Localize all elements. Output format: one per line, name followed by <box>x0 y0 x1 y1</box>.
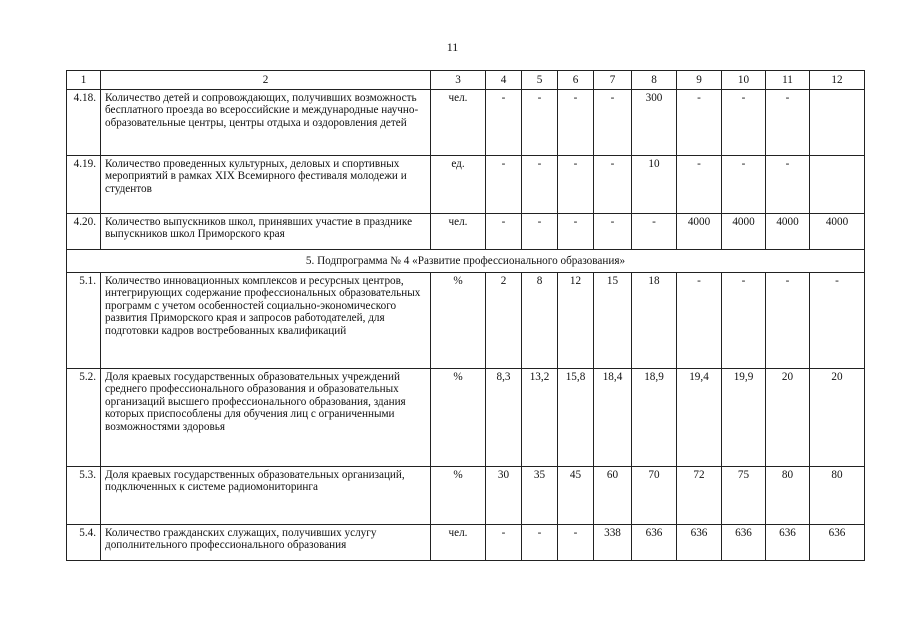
year-value: 80 <box>766 467 810 525</box>
year-value: 8 <box>522 273 558 369</box>
year-value: 18 <box>632 273 677 369</box>
year-value: - <box>486 525 522 561</box>
year-value: 18,9 <box>632 369 677 467</box>
year-value: 8,3 <box>486 369 522 467</box>
indicator-name: Доля краевых государственных образовательных учреждений среднего профессионального образования и образовательных организаций высшего профессионального образования, здания которых приспособлены для обучения лиц с ограниченными возможностями здоровья <box>101 369 431 467</box>
table-row <box>67 467 865 525</box>
year-value: - <box>558 90 594 156</box>
column-header: 12 <box>810 71 865 90</box>
year-value: - <box>558 214 594 250</box>
table-row <box>67 369 865 467</box>
unit: чел. <box>431 525 486 561</box>
unit: % <box>431 467 486 525</box>
year-value: 12 <box>558 273 594 369</box>
column-header: 2 <box>101 71 431 90</box>
year-value: - <box>522 156 558 214</box>
indicator-name: Количество проведенных культурных, деловых и спортивных мероприятий в рамках XIX Всемирного фестиваля молодежи и студентов <box>101 156 431 214</box>
year-value: - <box>722 273 766 369</box>
year-value: - <box>722 90 766 156</box>
year-value: 4000 <box>722 214 766 250</box>
year-value: 4000 <box>766 214 810 250</box>
year-value: - <box>722 156 766 214</box>
unit: ед. <box>431 156 486 214</box>
section-title: 5. Подпрограмма № 4 «Развитие профессионального образования» <box>67 250 865 273</box>
year-value: 20 <box>810 369 865 467</box>
year-value: 18,4 <box>594 369 632 467</box>
year-value: - <box>486 156 522 214</box>
year-value: 4000 <box>810 214 865 250</box>
year-value: 80 <box>810 467 865 525</box>
year-value: 30 <box>486 467 522 525</box>
year-value: - <box>486 90 522 156</box>
year-value: - <box>522 90 558 156</box>
column-header: 7 <box>594 71 632 90</box>
year-value: - <box>522 214 558 250</box>
year-value: - <box>594 90 632 156</box>
year-value: 19,9 <box>722 369 766 467</box>
year-value: - <box>810 273 865 369</box>
column-header: 3 <box>431 71 486 90</box>
year-value: - <box>766 156 810 214</box>
year-value: - <box>766 273 810 369</box>
table-row <box>67 273 865 369</box>
unit: чел. <box>431 90 486 156</box>
year-value: - <box>677 273 722 369</box>
year-value: 636 <box>722 525 766 561</box>
year-value: 300 <box>632 90 677 156</box>
column-header: 5 <box>522 71 558 90</box>
column-header: 8 <box>632 71 677 90</box>
column-header: 10 <box>722 71 766 90</box>
year-value: - <box>522 525 558 561</box>
year-value: - <box>677 156 722 214</box>
year-value: - <box>594 156 632 214</box>
table-row <box>67 90 865 156</box>
row-number: 4.20. <box>67 214 101 250</box>
indicator-name: Количество выпускников школ, принявших участие в празднике выпускников школ Приморского края <box>101 214 431 250</box>
year-value: 72 <box>677 467 722 525</box>
indicators-table <box>66 70 865 561</box>
year-value: 636 <box>810 525 865 561</box>
table-header-row <box>67 71 865 90</box>
year-value: 636 <box>766 525 810 561</box>
year-value: 636 <box>677 525 722 561</box>
year-value: 35 <box>522 467 558 525</box>
indicator-name: Количество детей и сопровождающих, получивших возможность бесплатного проезда во всероссийские и международные научно-образовательные центры, центры отдыха и оздоровления детей <box>101 90 431 156</box>
unit: чел. <box>431 214 486 250</box>
row-number: 5.1. <box>67 273 101 369</box>
year-value: 10 <box>632 156 677 214</box>
year-value: 4000 <box>677 214 722 250</box>
year-value: 2 <box>486 273 522 369</box>
column-header: 4 <box>486 71 522 90</box>
indicator-name: Доля краевых государственных образовательных организаций, подключенных к системе радиомониторинга <box>101 467 431 525</box>
row-number: 5.3. <box>67 467 101 525</box>
year-value: 20 <box>766 369 810 467</box>
year-value: - <box>677 90 722 156</box>
row-number: 4.19. <box>67 156 101 214</box>
indicator-name: Количество гражданских служащих, получивших услугу дополнительного профессионального образования <box>101 525 431 561</box>
section-row <box>67 250 865 273</box>
column-header: 11 <box>766 71 810 90</box>
year-value: 338 <box>594 525 632 561</box>
column-header: 9 <box>677 71 722 90</box>
year-value: 75 <box>722 467 766 525</box>
year-value <box>810 156 865 214</box>
year-value: - <box>766 90 810 156</box>
year-value: 13,2 <box>522 369 558 467</box>
row-number: 4.18. <box>67 90 101 156</box>
year-value: 19,4 <box>677 369 722 467</box>
year-value: 15 <box>594 273 632 369</box>
year-value <box>810 90 865 156</box>
indicator-name: Количество инновационных комплексов и ресурсных центров, интегрирующих содержание профессиональных образовательных программ с учетом особенностей социально-экономического развития Приморского края и запросов работодателей, для подготовки кадров востребованных квалификаций <box>101 273 431 369</box>
unit: % <box>431 369 486 467</box>
column-header: 6 <box>558 71 594 90</box>
row-number: 5.2. <box>67 369 101 467</box>
year-value: - <box>558 525 594 561</box>
year-value: - <box>594 214 632 250</box>
year-value: 15,8 <box>558 369 594 467</box>
table-row <box>67 214 865 250</box>
table-row <box>67 156 865 214</box>
table-row <box>67 525 865 561</box>
year-value: - <box>558 156 594 214</box>
year-value: - <box>486 214 522 250</box>
year-value: 60 <box>594 467 632 525</box>
year-value: 45 <box>558 467 594 525</box>
year-value: 70 <box>632 467 677 525</box>
year-value: - <box>632 214 677 250</box>
unit: % <box>431 273 486 369</box>
row-number: 5.4. <box>67 525 101 561</box>
page-number: 11 <box>446 40 459 54</box>
year-value: 636 <box>632 525 677 561</box>
column-header: 1 <box>67 71 101 90</box>
